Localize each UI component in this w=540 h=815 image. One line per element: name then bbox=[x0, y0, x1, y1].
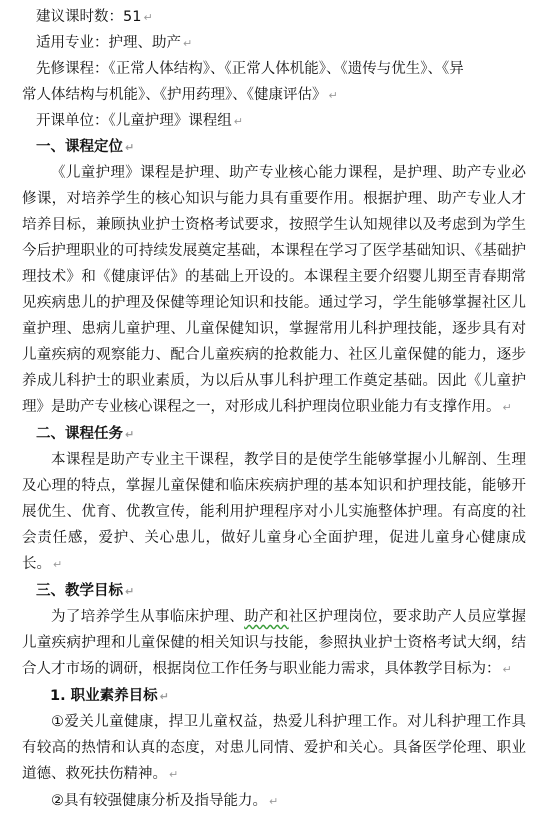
paragraph-mark-icon: ↵ bbox=[53, 558, 63, 571]
major-line: 适用专业：护理、助产 ↵ bbox=[36, 35, 193, 51]
paragraph-mark-icon: ↵ bbox=[143, 11, 153, 24]
section-2-body: 本课程是助产专业主干课程，教学目的是使学生能够掌握小儿解剖、生理及心理的特点，掌握儿童保健和临床疾病护理的基本知识和护理技能，能够开展优生、优育、优教宣传，能利用护理程序对小儿实施整体护理。有高度的社会责任感，爱护、关心患儿，做好儿童身心全面护理，促进儿童身心健康成长。 ↵ bbox=[22, 452, 526, 572]
prereq-line-2: 常人体结构与机能》、《护用药理》、《健康评估》 ↵ bbox=[22, 87, 338, 103]
goal-item-1: ①爱关儿童健康，捍卫儿童权益，热爱儿科护理工作。对儿科护理工作具有较高的热情和认真的态度，对患儿同情、爱护和关心。具备医学伦理、职业道德、救死扶伤精神。 ↵ bbox=[22, 714, 526, 782]
paragraph-mark-icon: ↵ bbox=[502, 401, 512, 414]
paragraph-mark-icon: ↵ bbox=[502, 663, 512, 676]
paragraph-mark-icon: ↵ bbox=[125, 585, 135, 598]
paragraph-mark-icon: ↵ bbox=[233, 115, 243, 128]
paragraph-mark-icon: ↵ bbox=[183, 37, 193, 50]
prereq-line-1: 先修课程：《正常人体结构》、《正常人体机能》、《遗传与优生》、《异 bbox=[36, 61, 464, 77]
grammar-underline: 助产和 bbox=[244, 609, 289, 625]
paragraph-mark-icon: ↵ bbox=[328, 89, 338, 102]
goal-item-2: ②具有较强健康分析及指导能力。 ↵ bbox=[51, 793, 279, 809]
hours-line: 建议课时数：51 ↵ bbox=[36, 9, 153, 25]
section-3-title: 三、教学目标 ↵ bbox=[36, 583, 135, 599]
subsection-1-title: 1. 职业素养目标 ↵ bbox=[50, 688, 169, 704]
section-2-title: 二、课程任务 ↵ bbox=[36, 426, 135, 442]
unit-line: 开课单位：《儿童护理》课程组 ↵ bbox=[36, 113, 243, 129]
paragraph-mark-icon: ↵ bbox=[269, 795, 279, 808]
section-1-body: 《儿童护理》课程是护理、助产专业核心能力课程，是护理、助产专业必修课，对培养学生的核心知识与能力具有重要作用。根据护理、助产专业人才培养目标，兼顾执业护士资格考试要求，按照学生认知规律以及考虑到为学生今后护理职业的可持续发展奠定基础，本课程在学习了医学基础知识、《基础护理技术》和《健康评估》的基础上开设的。本课程主要介绍婴儿期至青春期常见疾病患儿的护理及保健等理论知识和技能。通过学习，学生能够掌握社区儿童护理、患病儿童护理、儿童保健知识，掌握常用儿科护理技能，逐步具有对儿童疾病的观察能力、配合儿童疾病的抢救能力、社区儿童保健的能力，逐步养成儿科护士的职业素质，为以后从事儿科护理工作奠定基础。因此《儿童护理》是助产专业核心课程之一，对形成儿科护理岗位职业能力有支撑作用。 ↵ bbox=[22, 165, 526, 415]
paragraph-mark-icon: ↵ bbox=[169, 768, 179, 781]
section-1-title: 一、课程定位 ↵ bbox=[36, 139, 135, 155]
paragraph-mark-icon: ↵ bbox=[125, 141, 135, 154]
paragraph-mark-icon: ↵ bbox=[125, 428, 135, 441]
section-3-body: 为了培养学生从事临床护理、助产和社区护理岗位，要求助产人员应掌握儿童疾病护理和儿童保健的相关知识与技能，参照执业护士资格考试大纲，结合人才市场的调研，根据岗位工作任务与职业能力需求，具体教学目标为： ↵ bbox=[22, 609, 527, 677]
paragraph-mark-icon: ↵ bbox=[159, 690, 169, 703]
